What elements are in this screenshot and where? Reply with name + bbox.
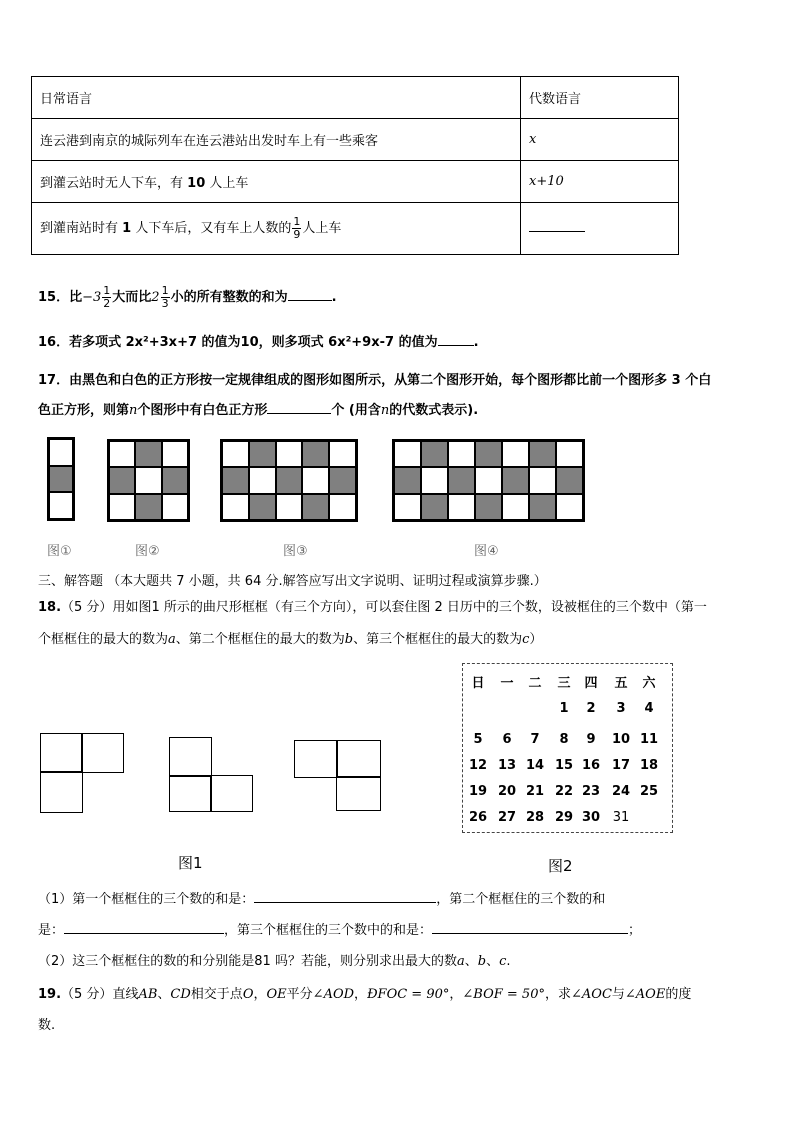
calendar-day: 4 (644, 701, 654, 716)
gray-square (529, 494, 556, 520)
calendar-day: 13 (497, 758, 517, 773)
table-row (32, 119, 679, 161)
gray-square (302, 441, 329, 467)
gray-square (329, 467, 356, 493)
table-cell-text: 到灌云站时无人下车，有 10 人上车 (32, 161, 521, 203)
gray-square (109, 467, 135, 493)
pattern-figure-3 (220, 439, 358, 522)
calendar-day: 1 (559, 701, 569, 716)
calendar-day: 30 (581, 810, 601, 825)
calendar-day: 27 (497, 810, 517, 825)
question-19-line2: 数. (38, 1018, 56, 1033)
white-square (448, 494, 475, 520)
white-square (222, 494, 249, 520)
fraction: $\frac{1}{9}$ (293, 215, 301, 241)
calendar-day: 21 (525, 784, 545, 799)
question-18-line2: 个框框住的最大的数为a、第二个框框住的最大的数为b、第三个框框住的最大的数为c） (38, 632, 543, 647)
answer-blank[interactable] (432, 933, 628, 934)
calendar-day: 2 (586, 701, 596, 716)
calendar-day: 6 (502, 732, 512, 747)
calendar-weekday: 二 (528, 676, 542, 691)
calendar-day: 3 (616, 701, 626, 716)
gray-square (222, 467, 249, 493)
question-18-line1: 18.（5 分）用如图1 所示的曲尺形框框（有三个方向），可以套住图 2 日历中的三个数，设被框住的三个数中（第一 (38, 600, 707, 615)
calendar-day: 26 (468, 810, 488, 825)
calendar-day: 23 (581, 784, 601, 799)
white-square (329, 494, 356, 520)
calendar-weekday: 一 (500, 676, 514, 691)
table-cell-text: 连云港到南京的城际列车在连云港站出发时车上有一些乘客 (32, 119, 521, 161)
gray-square (502, 467, 529, 493)
white-square (556, 494, 583, 520)
section-heading: 三、解答题 （本大题共 7 小题，共 64 分.解答应写出文字说明、证明过程或演算步骤.） (38, 574, 547, 589)
gray-square (475, 494, 502, 520)
calendar-weekday: 日 (471, 676, 485, 691)
question-15: 15．比−3 $\frac{1}{2}$ 大而比2 $\frac{1}{3}$ 小的所有整数的和为 . (38, 284, 337, 310)
table-row (32, 161, 679, 203)
pattern-figure-2 (107, 439, 190, 522)
white-square (302, 467, 329, 493)
table-header-daily: 日常语言 (32, 77, 521, 119)
calendar-day: 29 (554, 810, 574, 825)
calendar-day: 19 (468, 784, 488, 799)
calendar-day: 14 (525, 758, 545, 773)
calendar-weekday: 三 (557, 676, 571, 691)
white-square (394, 441, 421, 467)
white-square (49, 492, 73, 519)
calendar-day: 10 (611, 732, 631, 747)
white-square (556, 441, 583, 467)
white-square (49, 439, 73, 466)
figure-caption: 图④ (474, 544, 499, 559)
calendar-day: 28 (525, 810, 545, 825)
calendar-weekday: 四 (584, 676, 598, 691)
white-square (394, 494, 421, 520)
calendar-day: 24 (611, 784, 631, 799)
gray-square (448, 467, 475, 493)
gray-square (249, 441, 276, 467)
gray-square (421, 494, 448, 520)
gray-square (394, 467, 421, 493)
question-18-sub1-line2: 是： ，第三个框框住的三个数中的和是： ； (38, 923, 642, 938)
pattern-figure-1 (47, 437, 75, 521)
white-square (162, 494, 188, 520)
figure-caption: 图① (47, 544, 72, 559)
calendar-day: 15 (554, 758, 574, 773)
calendar-day: 17 (611, 758, 631, 773)
white-square (421, 467, 448, 493)
calendar-day: 12 (468, 758, 488, 773)
question-19-line1: 19.（5 分）直线AB、CD相交于点O，OE平分∠AOD，ÐFOC = 90°，∠BOF = 50°，求∠AOC与∠AOE的度 (38, 987, 692, 1002)
calendar-figure (462, 663, 673, 833)
white-square (249, 467, 276, 493)
white-square (448, 441, 475, 467)
white-square (276, 494, 303, 520)
calendar-day: 20 (497, 784, 517, 799)
gray-square (421, 441, 448, 467)
answer-blank[interactable] (288, 300, 332, 301)
question-17-line2: 色正方形，则第n个图形中有白色正方形 个 (用含n的代数式表示). (38, 403, 479, 418)
table-cell-expr: x (529, 132, 537, 147)
calendar-day: 9 (586, 732, 596, 747)
calendar-weekday: 五 (614, 676, 628, 691)
gray-square (556, 467, 583, 493)
white-square (276, 441, 303, 467)
calendar-day: 8 (559, 732, 569, 747)
gray-square (135, 494, 161, 520)
calendar-day: 7 (530, 732, 540, 747)
pattern-figure-4 (392, 439, 585, 522)
white-square (529, 467, 556, 493)
question-16: 16．若多项式 2x²+3x+7 的值为10，则多项式 6x²+9x-7 的值为 . (38, 335, 479, 350)
answer-blank[interactable] (254, 902, 436, 903)
gray-square (162, 467, 188, 493)
table-row (32, 203, 679, 255)
white-square (502, 494, 529, 520)
figure-1-caption: 图1 (178, 854, 203, 872)
white-square (222, 441, 249, 467)
table-cell-expr: x+10 (529, 174, 564, 189)
calendar-day: 31 (612, 810, 630, 825)
gray-square (475, 441, 502, 467)
question-18-sub2: （2）这三个框框住的数的和分别能是81 吗？若能，则分别求出最大的数a、b、c. (38, 954, 511, 969)
calendar-day: 18 (639, 758, 659, 773)
calendar-weekday: 六 (642, 676, 656, 691)
figure-2-caption: 图2 (548, 857, 573, 875)
calendar-day: 25 (639, 784, 659, 799)
white-square (475, 467, 502, 493)
answer-blank[interactable] (267, 413, 331, 414)
calendar-day: 16 (581, 758, 601, 773)
figure-caption: 图② (135, 544, 160, 559)
question-18-sub1-line1: （1）第一个框框住的三个数的和是： ，第二个框框住的三个数的和 (38, 892, 606, 907)
white-square (109, 494, 135, 520)
figure-caption: 图③ (283, 544, 308, 559)
white-square (329, 441, 356, 467)
white-square (502, 441, 529, 467)
table-header-algebra: 代数语言 (521, 77, 679, 119)
calendar-day: 5 (473, 732, 483, 747)
calendar-day: 11 (639, 732, 659, 747)
gray-square (529, 441, 556, 467)
white-square (135, 467, 161, 493)
white-square (162, 441, 188, 467)
gray-square (49, 466, 73, 493)
gray-square (135, 441, 161, 467)
table-cell-text: 到灌南站时有 1 人下车后，又有车上人数的 $\frac{1}{9}$ 人上车 (32, 203, 521, 255)
white-square (109, 441, 135, 467)
answer-blank[interactable] (529, 231, 585, 232)
gray-square (302, 494, 329, 520)
language-table (31, 76, 679, 255)
question-17-line1: 17．由黑色和白色的正方形按一定规律组成的图形如图所示，从第二个图形开始，每个图形都比前一个图形多 3 个白 (38, 373, 712, 388)
gray-square (249, 494, 276, 520)
gray-square (276, 467, 303, 493)
answer-blank[interactable] (64, 933, 224, 934)
answer-blank[interactable] (438, 345, 474, 346)
calendar-day: 22 (554, 784, 574, 799)
